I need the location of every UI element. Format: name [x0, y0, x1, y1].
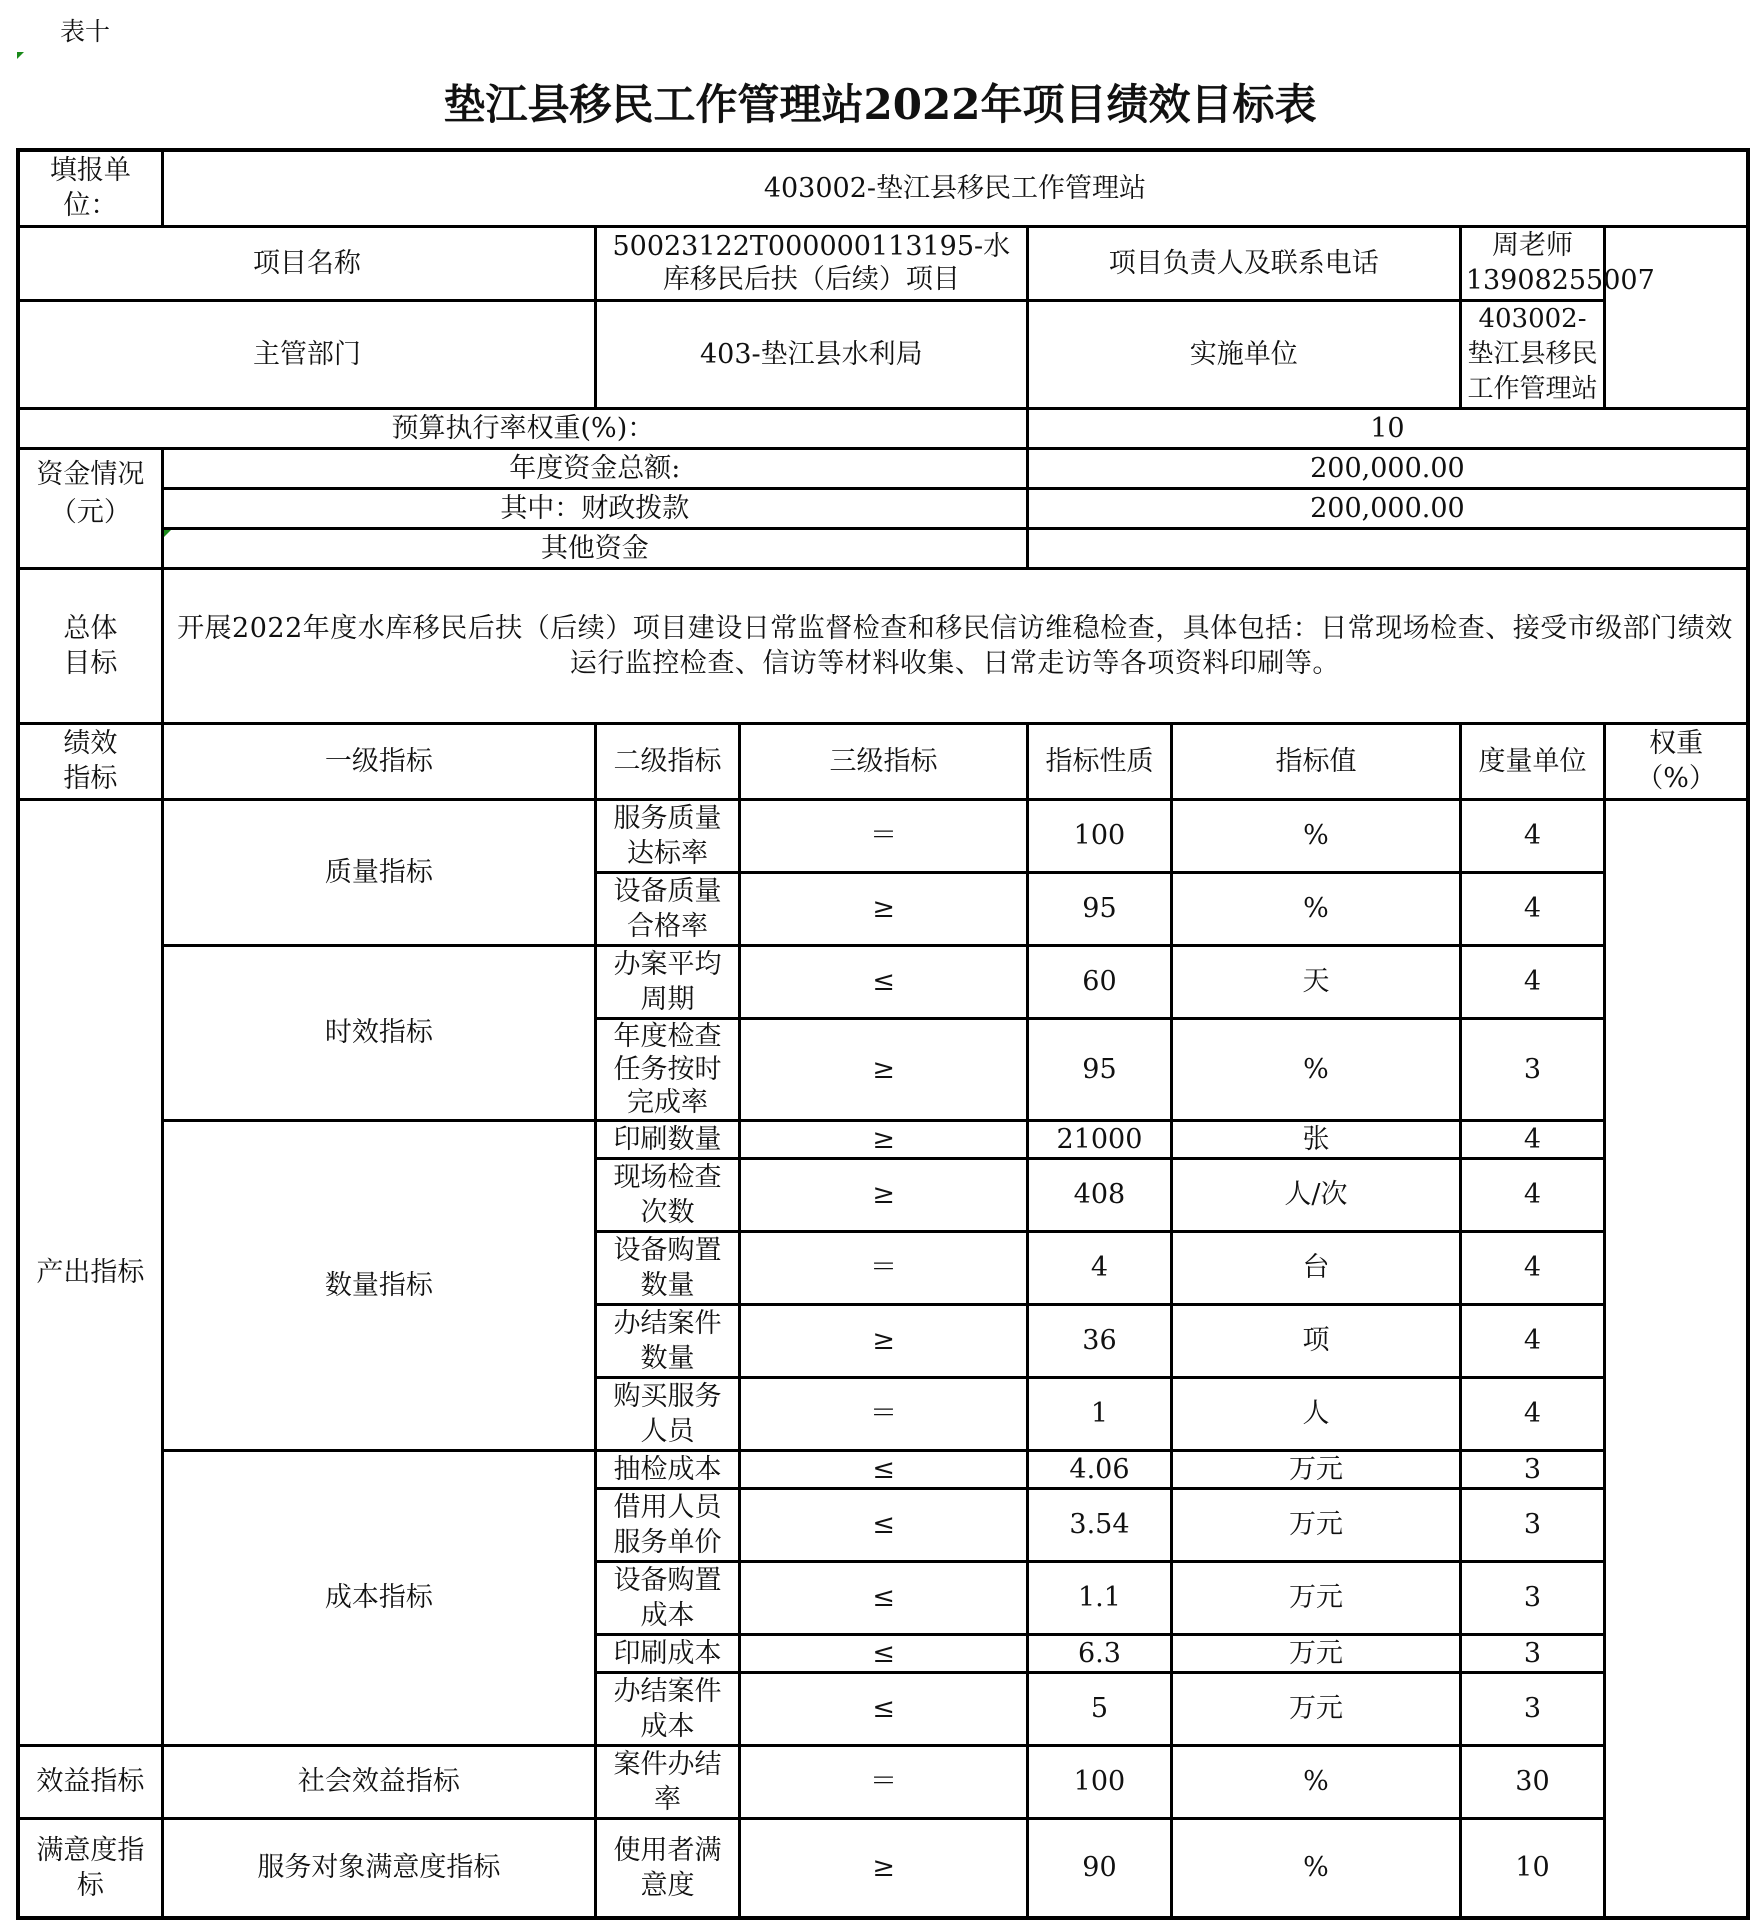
level3-indicator-name: 服务质量达标率: [595, 799, 739, 872]
page-title: 垫江县移民工作管理站2022年项目绩效目标表: [443, 80, 1317, 129]
header-weight: 权重（%）: [1605, 723, 1748, 799]
indicator-operator: ≤: [740, 1450, 1028, 1488]
overall-goal-text: 开展2022年度水库移民后扶（后续）项目建设日常监督检查和移民信访维稳检查，具体包括：日常现场检查、接受市级部门绩效运行监控检查、信访等材料收集、日常走访等各项资料印刷等。: [162, 568, 1748, 723]
fund-total-row: [18, 448, 1748, 488]
indicator-row: [18, 1818, 1748, 1918]
performance-indicator-label: 绩效指标: [18, 723, 162, 799]
indicator-row: [18, 945, 1748, 1018]
indicator-operator: ≥: [740, 1158, 1028, 1231]
indicator-unit: %: [1172, 1745, 1461, 1818]
indicator-operator: ≤: [740, 945, 1028, 1018]
fund-other-row: [18, 528, 1748, 568]
filling-unit-label: 填报单位：: [18, 150, 162, 226]
indicator-value: 6.3: [1027, 1634, 1171, 1672]
overall-goal-row: [18, 568, 1748, 723]
level2-cost: 成本指标: [162, 1450, 595, 1745]
overall-goal-label: 总体目标: [18, 568, 162, 723]
indicator-row: [18, 1450, 1748, 1488]
indicator-unit: 台: [1172, 1231, 1461, 1304]
header-nature: 指标性质: [1027, 723, 1171, 799]
fund-fiscal-label: 其中：财政拨款: [162, 488, 1027, 528]
indicator-unit: 万元: [1172, 1561, 1461, 1634]
indicator-weight: 30: [1460, 1745, 1604, 1818]
indicator-operator: ≥: [740, 1304, 1028, 1377]
level3-indicator-name: 办案平均周期: [595, 945, 739, 1018]
indicator-operator: ≥: [740, 1818, 1028, 1918]
fund-label: 资金情况（元）: [18, 448, 162, 568]
indicator-weight: 4: [1460, 1231, 1604, 1304]
fund-other-label-text: 其他资金: [540, 532, 649, 564]
project-name-row: [18, 226, 1748, 300]
budget-weight-label: 预算执行率权重(%)：: [18, 408, 1027, 448]
indicator-weight: 4: [1460, 1377, 1604, 1450]
level3-indicator-name: 印刷数量: [595, 1120, 739, 1158]
budget-weight-row: [18, 408, 1748, 448]
indicator-row: [18, 1745, 1748, 1818]
indicator-operator: ≤: [740, 1488, 1028, 1561]
indicator-weight: 3: [1460, 1450, 1604, 1488]
indicator-value: 408: [1027, 1158, 1171, 1231]
level2-timeliness: 时效指标: [162, 945, 595, 1120]
level3-indicator-name: 现场检查次数: [595, 1158, 739, 1231]
indicator-operator: ≥: [740, 872, 1028, 945]
indicator-value: 36: [1027, 1304, 1171, 1377]
indicator-weight: 3: [1460, 1488, 1604, 1561]
indicator-operator: ≤: [740, 1561, 1028, 1634]
indicator-weight: 4: [1460, 799, 1604, 872]
indicator-unit: %: [1172, 872, 1461, 945]
indicator-unit: 项: [1172, 1304, 1461, 1377]
indicator-operator: ＝: [740, 1231, 1028, 1304]
indicator-value: 100: [1027, 799, 1171, 872]
impl-unit-label: 实施单位: [1027, 300, 1460, 408]
indicator-operator: ＝: [740, 1377, 1028, 1450]
header-level2: 二级指标: [595, 723, 739, 799]
filling-unit-row: [18, 150, 1748, 226]
header-level3: 三级指标: [740, 723, 1028, 799]
level1-output: 产出指标: [18, 799, 162, 1745]
fund-fiscal-value: 200,000.00: [1027, 488, 1748, 528]
indicator-value: 1.1: [1027, 1561, 1171, 1634]
indicator-unit: 天: [1172, 945, 1461, 1018]
indicator-value: 95: [1027, 872, 1171, 945]
level3-indicator-name: 使用者满意度: [595, 1818, 739, 1918]
indicator-unit: %: [1172, 1018, 1461, 1120]
level3-indicator-name: 印刷成本: [595, 1634, 739, 1672]
level2-service: 服务对象满意度指标: [162, 1818, 595, 1918]
indicator-weight: 3: [1460, 1561, 1604, 1634]
indicator-value: 1: [1027, 1377, 1171, 1450]
indicator-operator: ＝: [740, 799, 1028, 872]
level3-indicator-name: 办结案件成本: [595, 1672, 739, 1745]
impl-unit-value: 403002-垫江县移民工作管理站: [1460, 300, 1604, 408]
level2-quantity: 数量指标: [162, 1120, 595, 1450]
header-value: 指标值: [1172, 723, 1461, 799]
indicator-value: 3.54: [1027, 1488, 1171, 1561]
indicator-operator: ≥: [740, 1120, 1028, 1158]
indicator-weight: 4: [1460, 872, 1604, 945]
indicator-operator: ＝: [740, 1745, 1028, 1818]
indicator-value: 4: [1027, 1231, 1171, 1304]
performance-target-table: [16, 148, 1750, 1920]
department-row: [18, 300, 1748, 408]
indicator-unit: 人: [1172, 1377, 1461, 1450]
fund-fiscal-row: [18, 488, 1748, 528]
level3-indicator-name: 办结案件数量: [595, 1304, 739, 1377]
table-label: 表十: [60, 17, 111, 46]
level3-indicator-name: 购买服务人员: [595, 1377, 739, 1450]
indicator-weight: 4: [1460, 945, 1604, 1018]
level3-indicator-name: 设备质量合格率: [595, 872, 739, 945]
indicator-header-row: [18, 723, 1748, 799]
indicator-unit: 万元: [1172, 1672, 1461, 1745]
level2-social: 社会效益指标: [162, 1745, 595, 1818]
indicator-operator: ≤: [740, 1672, 1028, 1745]
indicator-weight: 10: [1460, 1818, 1604, 1918]
indicator-unit: %: [1172, 1818, 1461, 1918]
indicator-value: 60: [1027, 945, 1171, 1018]
indicator-unit: 张: [1172, 1120, 1461, 1158]
level3-indicator-name: 借用人员服务单价: [595, 1488, 739, 1561]
indicator-weight: 3: [1460, 1672, 1604, 1745]
indicator-weight: 3: [1460, 1018, 1604, 1120]
fund-other-value: [1027, 528, 1748, 568]
indicator-weight: 3: [1460, 1634, 1604, 1672]
project-name-value: 50023122T000000113195-水库移民后扶（后续）项目: [595, 226, 1027, 300]
indicator-unit: %: [1172, 799, 1461, 872]
indicator-value: 4.06: [1027, 1450, 1171, 1488]
level2-quality: 质量指标: [162, 799, 595, 945]
indicator-weight: 4: [1460, 1304, 1604, 1377]
fund-total-value: 200,000.00: [1027, 448, 1748, 488]
level1-satisfaction: 满意度指标: [18, 1818, 162, 1918]
indicator-unit: 万元: [1172, 1450, 1461, 1488]
indicator-value: 21000: [1027, 1120, 1171, 1158]
indicator-unit: 人/次: [1172, 1158, 1461, 1231]
department-value: 403-垫江县水利局: [595, 300, 1027, 408]
indicator-weight: 4: [1460, 1120, 1604, 1158]
level1-benefit: 效益指标: [18, 1745, 162, 1818]
level3-indicator-name: 案件办结率: [595, 1745, 739, 1818]
fund-total-label: 年度资金总额:: [162, 448, 1027, 488]
cell-comment-marker: [17, 52, 24, 59]
level3-indicator-name: 年度检查任务按时完成率: [595, 1018, 739, 1120]
indicator-value: 95: [1027, 1018, 1171, 1120]
fund-other-label: [162, 528, 1027, 568]
contact-label: 项目负责人及联系电话: [1027, 226, 1460, 300]
level3-indicator-name: 设备购置成本: [595, 1561, 739, 1634]
contact-value: 周老师13908255007: [1460, 226, 1604, 300]
indicator-value: 90: [1027, 1818, 1171, 1918]
indicator-value: 5: [1027, 1672, 1171, 1745]
project-name-label: 项目名称: [18, 226, 595, 300]
cell-comment-marker: [164, 530, 171, 537]
department-label: 主管部门: [18, 300, 595, 408]
indicator-unit: 万元: [1172, 1634, 1461, 1672]
indicator-operator: ≥: [740, 1018, 1028, 1120]
indicator-value: 100: [1027, 1745, 1171, 1818]
indicator-row: [18, 799, 1748, 872]
indicator-operator: ≤: [740, 1634, 1028, 1672]
level3-indicator-name: 抽检成本: [595, 1450, 739, 1488]
indicator-unit: 万元: [1172, 1488, 1461, 1561]
header-unit: 度量单位: [1460, 723, 1604, 799]
level3-indicator-name: 设备购置数量: [595, 1231, 739, 1304]
indicator-weight: 4: [1460, 1158, 1604, 1231]
budget-weight-value: 10: [1027, 408, 1748, 448]
header-level1: 一级指标: [162, 723, 595, 799]
filling-unit-value: 403002-垫江县移民工作管理站: [162, 150, 1748, 226]
indicator-row: [18, 1120, 1748, 1158]
